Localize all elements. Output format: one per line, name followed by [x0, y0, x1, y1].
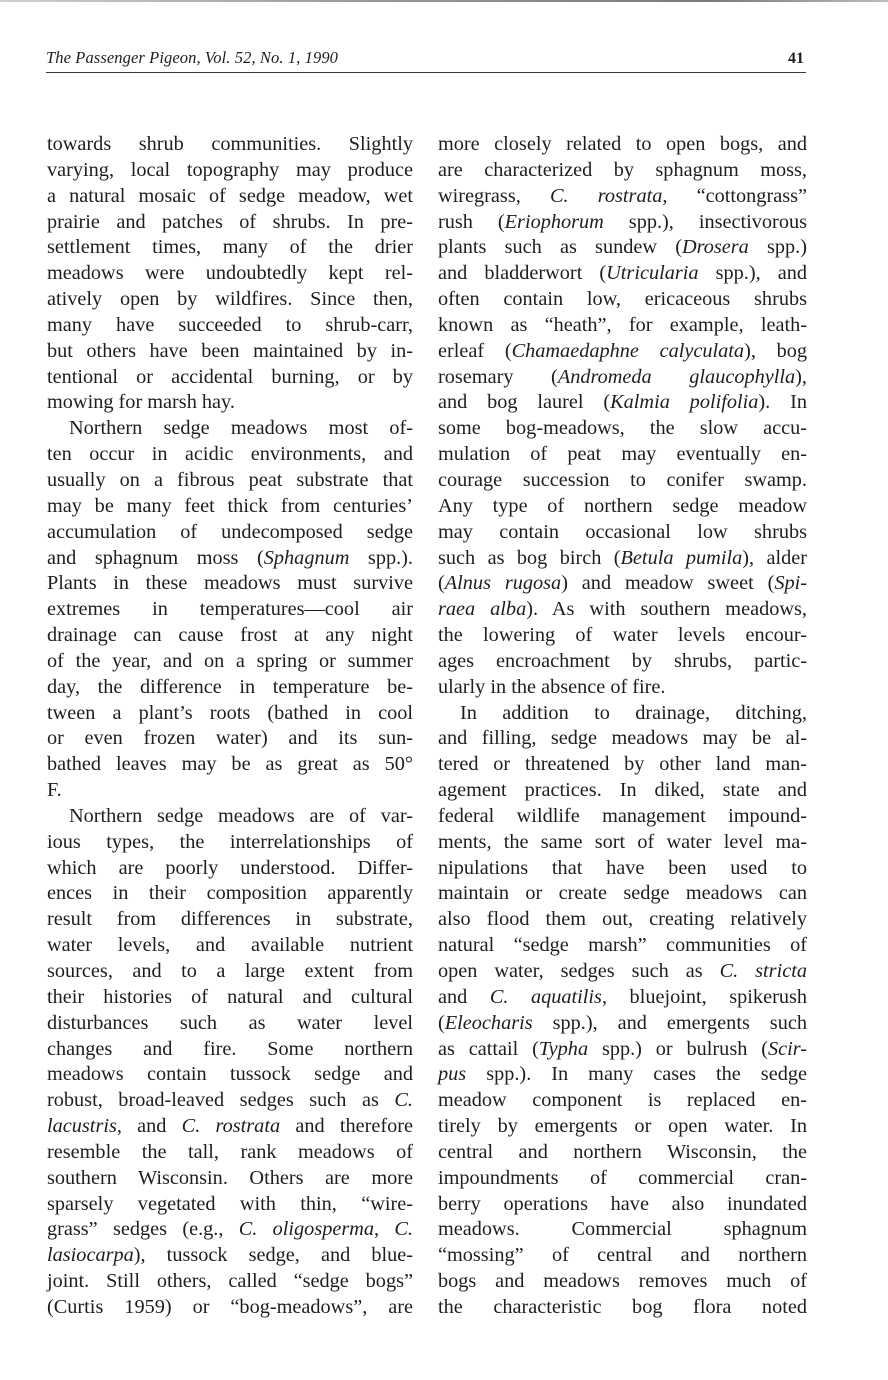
text-line: mowing for marsh hay.	[47, 391, 235, 414]
text-line: “mossing” of central and northern	[438, 1244, 807, 1267]
text-line: bogs and meadows removes much of	[438, 1270, 807, 1293]
text-line: tered or threatened by other land man-	[438, 753, 807, 776]
text-line: also flood them out, creating relatively	[438, 908, 807, 931]
text-line: which are poorly understood. Differ-	[47, 856, 413, 879]
text-line: berry operations have also inundated	[438, 1192, 807, 1215]
text-line: prairie and patches of shrubs. In pre-	[47, 210, 413, 233]
text-line: erleaf (Chamaedaphne calyculata), bog	[438, 339, 807, 362]
text-line: meadow component is replaced en-	[438, 1089, 807, 1112]
text-line: ages encroachment by shrubs, partic-	[438, 649, 807, 672]
text-line: ences in their composition apparently	[47, 882, 413, 905]
text-line: drainage can cause frost at any night	[47, 624, 413, 647]
paragraph	[47, 416, 413, 804]
text-line: more closely related to open bogs, and	[438, 133, 807, 155]
text-line: and bog laurel (Kalmia polifolia). In	[438, 391, 807, 414]
text-line: joint. Still others, called “sedge bogs”	[47, 1270, 413, 1293]
paragraph	[47, 132, 413, 416]
running-head	[46, 48, 806, 73]
text-line: changes and fire. Some northern	[47, 1037, 413, 1060]
text-line: grass” sedges (e.g., C. oligosperma, C.	[47, 1218, 413, 1241]
text-line: (Alnus rugosa) and meadow sweet (Spi-	[438, 572, 807, 595]
text-line: open water, sedges such as C. stricta	[438, 960, 807, 982]
text-line: atively open by wildfires. Since then,	[47, 288, 413, 311]
text-line: maintain or create sedge meadows can	[438, 882, 807, 905]
text-line: some bog-meadows, the slow accu-	[438, 417, 807, 440]
text-line: ten occur in acidic environments, and	[47, 443, 413, 466]
text-line: (Eleocharis spp.), and emergents such	[438, 1011, 807, 1034]
text-line: or even frozen water) and its sun-	[47, 727, 413, 750]
text-line: mulation of peat may eventually en-	[438, 443, 807, 466]
text-line: may contain occasional low shrubs	[438, 520, 807, 543]
text-line: such as bog birch (Betula pumila), alder	[438, 546, 807, 569]
text-line: robust, broad-leaved sedges such as C.	[47, 1089, 413, 1112]
right-column	[438, 132, 807, 1321]
text-line: often contain low, ericaceous shrubs	[438, 288, 807, 311]
text-line: bathed leaves may be as great as 50°	[47, 753, 413, 776]
text-line: plants such as sundew (Drosera spp.)	[438, 236, 807, 259]
text-line: meadows contain tussock sedge and	[47, 1063, 413, 1086]
text-line: day, the difference in temperature be-	[47, 675, 413, 698]
text-line: settlement times, many of the drier	[47, 236, 413, 259]
text-line: disturbances such as water level	[47, 1011, 413, 1034]
text-line: Northern sedge meadows are of var-	[69, 804, 413, 827]
text-line: rosemary (Andromeda glaucophylla),	[438, 365, 807, 388]
text-line: federal wildlife management impound-	[438, 804, 807, 827]
text-line: In addition to drainage, ditching,	[460, 701, 807, 724]
text-line: varying, local topography may produce	[47, 158, 413, 181]
text-line: extremes in temperatures—cool air	[47, 598, 413, 621]
text-line: lacustris, and C. rostrata and therefore	[47, 1115, 414, 1138]
text-line: accumulation of undecomposed sedge	[47, 520, 413, 543]
text-line: Plants in these meadows must survive	[47, 572, 413, 595]
text-line: nipulations that have been used to	[438, 856, 807, 879]
text-line: their histories of natural and cultural	[47, 985, 413, 1008]
text-line: towards shrub communities. Slightly	[47, 133, 413, 155]
text-line: tween a plant’s roots (bathed in cool	[47, 701, 413, 724]
text-line: usually on a fibrous peat substrate that	[47, 468, 413, 491]
text-line: a natural mosaic of sedge meadow, wet	[47, 184, 413, 207]
text-line: ious types, the interrelationships of	[47, 830, 413, 853]
text-line: of the year, and on a spring or summer	[47, 649, 413, 672]
paragraph	[438, 132, 807, 701]
text-line: courage succession to conifer swamp.	[438, 468, 807, 491]
text-line: Any type of northern sedge meadow	[438, 494, 807, 517]
text-line: and C. aquatilis, bluejoint, spikerush	[438, 985, 807, 1008]
text-line: southern Wisconsin. Others are more	[47, 1166, 413, 1189]
text-line: result from differences in substrate,	[47, 908, 413, 931]
page-number: 41	[788, 50, 804, 67]
text-line: and bladderwort (Utricularia spp.), and	[438, 262, 807, 285]
text-line: natural “sedge marsh” communities of	[438, 934, 807, 957]
text-line: are characterized by sphagnum moss,	[438, 158, 807, 181]
text-line: known as “heath”, for example, leath-	[438, 313, 807, 336]
text-line: sparsely vegetated with thin, “wire-	[47, 1192, 413, 1215]
text-line: many have succeeded to shrub-carr,	[47, 313, 413, 336]
text-line: ularly in the absence of fire.	[438, 675, 666, 698]
text-line: the characteristic bog flora noted	[438, 1295, 807, 1318]
text-line: impoundments of commercial cran-	[438, 1166, 807, 1189]
text-line: but others have been maintained by in-	[47, 339, 413, 362]
text-line: resemble the tall, rank meadows of	[47, 1140, 413, 1163]
text-line: and sphagnum moss (Sphagnum spp.).	[47, 546, 414, 569]
text-line: wiregrass, C. rostrata, “cottongrass”	[438, 184, 807, 207]
text-line: the lowering of water levels encour-	[438, 624, 807, 647]
text-line: meadows were undoubtedly kept rel-	[47, 262, 413, 285]
text-line: may be many feet thick from centuries’	[47, 494, 413, 517]
text-line: (Curtis 1959) or “bog-meadows”, are	[47, 1295, 413, 1318]
text-line: as cattail (Typha spp.) or bulrush (Scir-	[438, 1037, 807, 1060]
left-column	[47, 132, 413, 1321]
text-line: raea alba). As with southern meadows,	[438, 598, 807, 621]
text-line: pus spp.). In many cases the sedge	[438, 1063, 807, 1086]
text-line: water levels, and available nutrient	[47, 934, 413, 957]
text-line: and filling, sedge meadows may be al-	[438, 727, 807, 750]
text-line: agement practices. In diked, state and	[438, 779, 807, 802]
paragraph	[438, 701, 807, 1321]
text-line: tirely by emergents or open water. In	[438, 1115, 807, 1138]
text-line: Northern sedge meadows most of-	[69, 417, 413, 440]
text-line: rush (Eriophorum spp.), insectivorous	[438, 210, 807, 233]
paragraph	[47, 804, 413, 1321]
text-line: central and northern Wisconsin, the	[438, 1140, 807, 1163]
text-line: tentional or accidental burning, or by	[47, 365, 413, 388]
text-line: sources, and to a large extent from	[47, 960, 413, 982]
text-line: lasiocarpa), tussock sedge, and blue-	[47, 1244, 413, 1267]
scan-top-edge	[0, 0, 888, 2]
text-line: ments, the same sort of water level ma-	[438, 830, 807, 853]
text-line: meadows. Commercial sphagnum	[438, 1218, 807, 1241]
journal-title: The Passenger Pigeon, Vol. 52, No. 1, 1990	[46, 48, 339, 67]
text-line: F.	[47, 779, 62, 802]
